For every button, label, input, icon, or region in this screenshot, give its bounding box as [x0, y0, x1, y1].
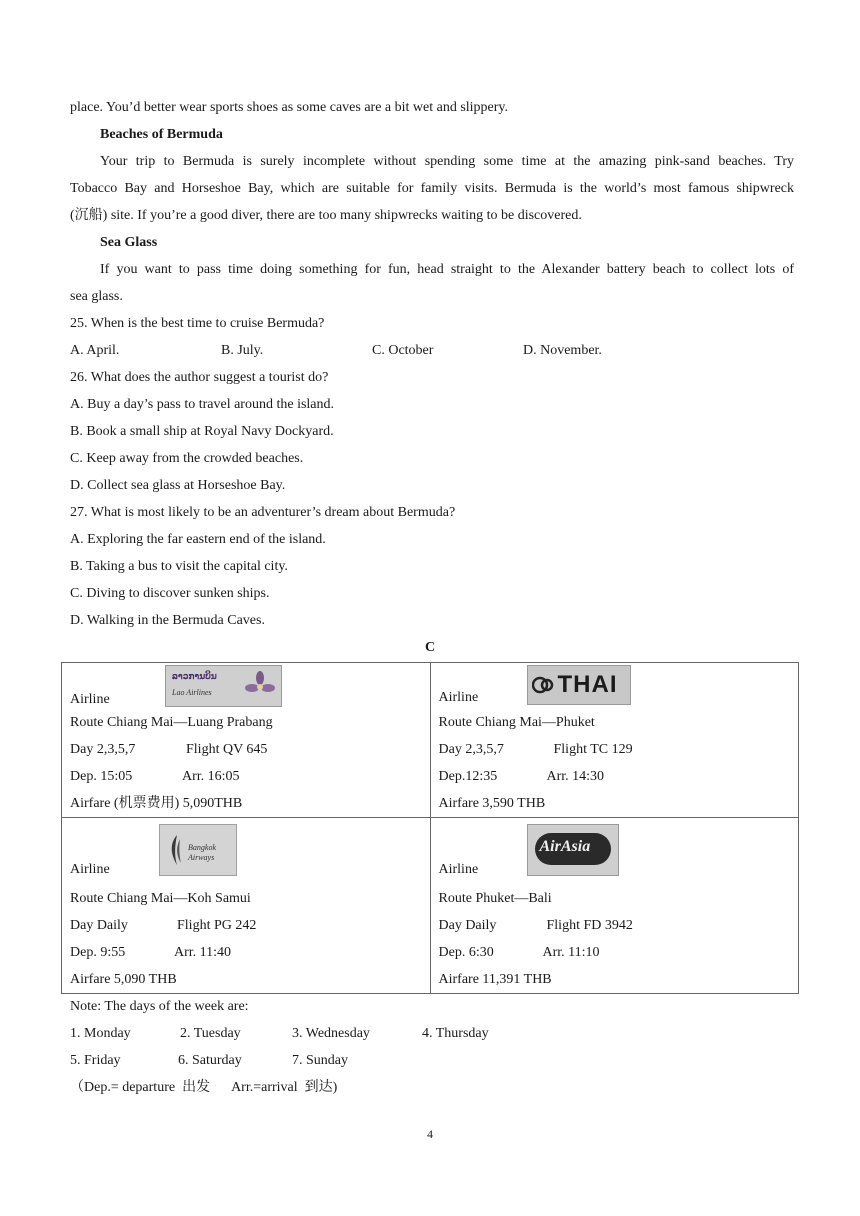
arrival: Arr. 16:05	[182, 769, 240, 784]
page-number: 4	[427, 1127, 433, 1141]
flight-number: Flight FD 3942	[546, 918, 633, 933]
question-25: 25. When is the best time to cruise Bermuda?	[70, 316, 325, 331]
arrival: Arr. 11:40	[174, 945, 232, 960]
question-27: 27. What is most likely to be an adventurer’s dream about Bermuda?	[70, 505, 456, 520]
departure: Dep. 9:55 Arr. 11:40	[70, 943, 125, 963]
heading-sea-glass: Sea Glass	[100, 235, 158, 250]
route: Route Chiang Mai—Luang Prabang	[70, 715, 273, 730]
glass-paragraph-line: sea glass.	[70, 289, 123, 304]
days-row	[70, 1051, 794, 1071]
section-letter: C	[424, 640, 436, 655]
flight-number: Flight TC 129	[553, 742, 633, 757]
option-d: D. Walking in the Bermuda Caves.	[70, 613, 265, 628]
beaches-paragraph-line: (沉船) site. If you’re a good diver, there are too many shipwrecks waiting to be discovered.	[70, 208, 582, 223]
airfare: Airfare 3,590 THB	[438, 796, 546, 811]
option-a: A. April.	[70, 343, 120, 358]
note-title: Note: The days of the week are:	[70, 999, 249, 1014]
day: Day Daily Flight PG 242	[70, 916, 128, 936]
route: Route Chiang Mai—Phuket	[438, 715, 595, 730]
option-b: B. Book a small ship at Royal Navy Dockyard.	[70, 424, 334, 439]
day: Day 2,3,5,7 Flight TC 129	[439, 740, 504, 760]
airasia-logo: AirAsia	[527, 824, 619, 876]
passage-line: place. You’d better wear sports shoes as some caves are a bit wet and slippery.	[70, 100, 509, 115]
abbreviation-note: （Dep.= departure 出发 Arr.=arrival 到达)	[70, 1080, 338, 1095]
day-item: 6. Saturday	[178, 1053, 242, 1068]
airfare: Airfare 5,090 THB	[70, 972, 177, 987]
arrival: Arr. 14:30	[546, 769, 605, 784]
flight-number: Flight PG 242	[177, 918, 257, 933]
option-b: B. Taking a bus to visit the capital city.	[70, 559, 288, 574]
day: Day Daily Flight FD 3942	[439, 916, 497, 936]
airline-label: Airline	[438, 862, 479, 877]
question-26: 26. What does the author suggest a tourist do?	[70, 370, 329, 385]
departure: Dep. 6:30 Arr. 11:10	[439, 943, 494, 963]
day-item: 7. Sunday	[292, 1053, 348, 1068]
airfare: Airfare (机票费用) 5,090THB	[70, 796, 243, 811]
airfare: Airfare 11,391 THB	[438, 972, 552, 987]
question-25-options	[70, 341, 794, 361]
flight-card-bangkok	[62, 818, 431, 994]
option-c: C. Diving to discover sunken ships.	[70, 586, 270, 601]
flight-number: Flight QV 645	[186, 742, 268, 757]
flight-card-thai	[430, 663, 799, 818]
flight-card-airasia	[430, 818, 799, 994]
option-d: D. Collect sea glass at Horseshoe Bay.	[70, 478, 286, 493]
option-d: D. November.	[523, 343, 602, 358]
beaches-paragraph-line: Tobacco Bay and Horseshoe Bay, which are suitable for family visits. Bermuda is the world’s most famous shipwreck	[70, 181, 794, 196]
departure: Dep.12:35 Arr. 14:30	[439, 767, 498, 787]
flights-table	[61, 662, 799, 994]
days-row	[70, 1024, 794, 1044]
departure: Dep. 15:05 Arr. 16:05	[70, 767, 132, 787]
airline-label: Airline	[70, 692, 110, 707]
option-c: C. Keep away from the crowded beaches.	[70, 451, 304, 466]
day-item: 3. Wednesday	[292, 1026, 370, 1041]
bangkok-airways-emblem-icon	[168, 833, 186, 867]
day-item: 1. Monday	[70, 1026, 131, 1041]
arrival: Arr. 11:10	[542, 945, 600, 960]
lao-airlines-logo: ລາວການບິນ Lao Airlines	[165, 665, 282, 707]
day-item: 4. Thursday	[422, 1026, 489, 1041]
bangkok-airways-logo: Bangkok Airways	[159, 824, 237, 876]
glass-paragraph-line: If you want to pass time doing something for fun, head straight to the Alexander battery beach to collect lots of	[100, 262, 794, 277]
thai-orchid-icon	[532, 675, 554, 695]
airline-label: Airline	[438, 690, 479, 705]
route: Route Phuket—Bali	[438, 891, 552, 906]
beaches-paragraph-line: Your trip to Bermuda is surely incomplete without spending some time at the amazing pink-sand beaches. Try	[100, 154, 794, 169]
day: Day 2,3,5,7 Flight QV 645	[70, 740, 135, 760]
option-b: B. July.	[221, 343, 264, 358]
option-a: A. Exploring the far eastern end of the island.	[70, 532, 326, 547]
day-item: 5. Friday	[70, 1053, 121, 1068]
heading-beaches: Beaches of Bermuda	[100, 127, 223, 142]
option-c: C. October	[372, 343, 434, 358]
flower-icon	[244, 670, 276, 702]
route: Route Chiang Mai—Koh Samui	[70, 891, 251, 906]
thai-logo: THAI	[527, 665, 631, 705]
option-a: A. Buy a day’s pass to travel around the island.	[70, 397, 335, 412]
flight-card-lao	[62, 663, 431, 818]
airline-label: Airline	[70, 862, 110, 877]
day-item: 2. Tuesday	[180, 1026, 241, 1041]
